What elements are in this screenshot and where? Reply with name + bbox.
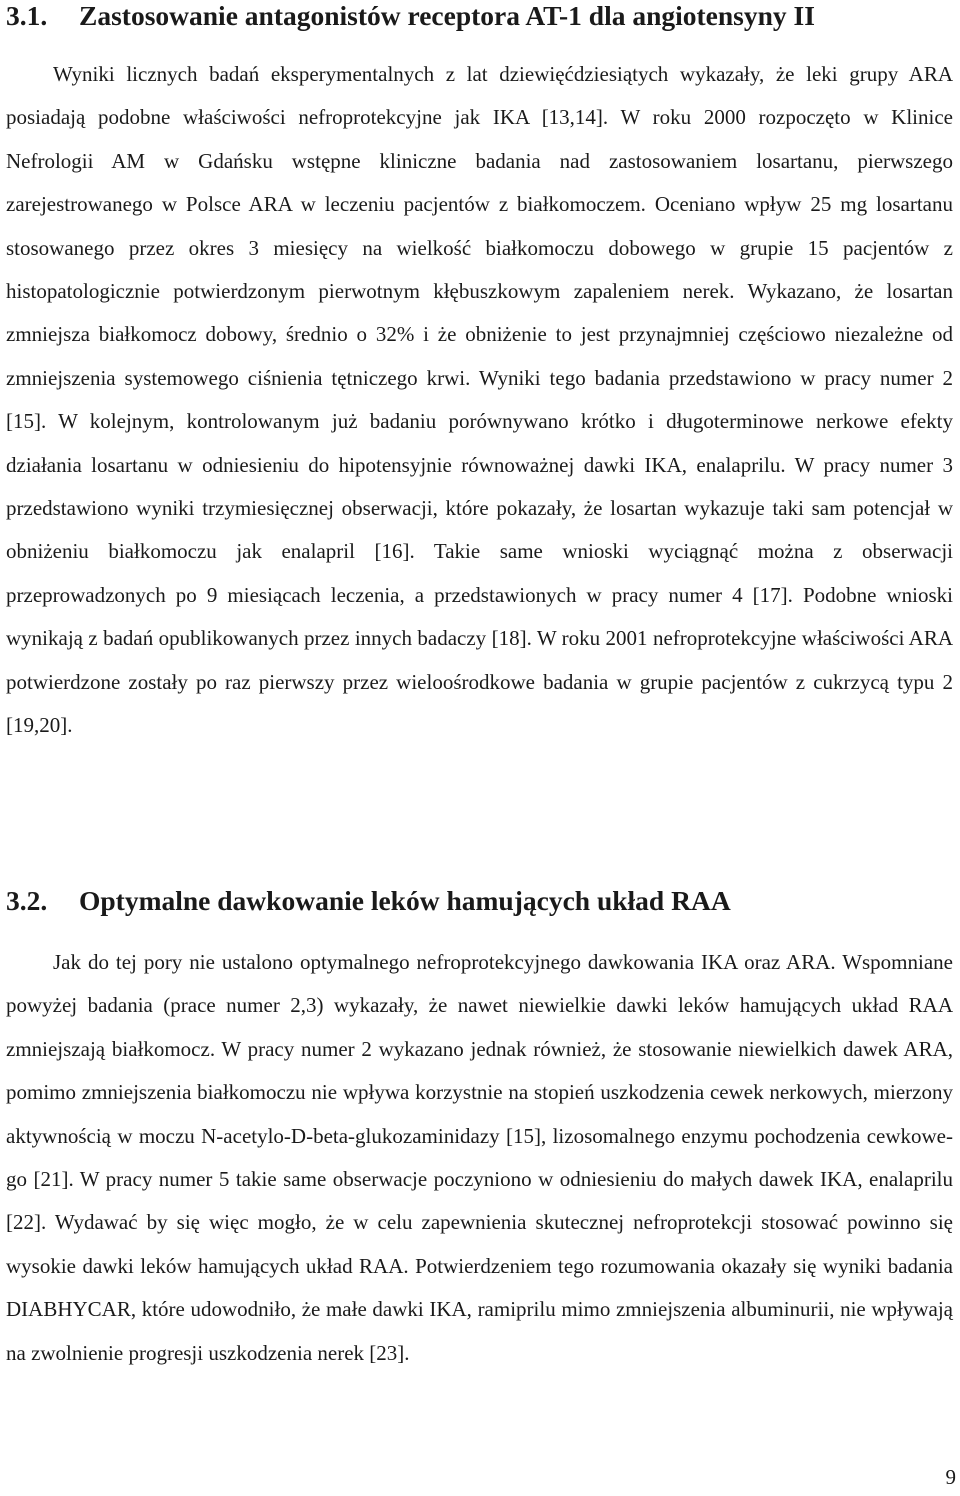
- page-number: 9: [945, 1465, 956, 1489]
- section-title: Optymalne dawkowanie leków hamujących układ RAA: [79, 885, 731, 916]
- section-paragraph-3-1: Wyniki licznych badań eksperymentalnych z lat dziewięćdziesiątych wykazały, że leki grupy ARA posiadają podobne właściwości nefroprotekcyjne jak IKA [13,14]. W roku 2000 rozpoczęto w Klinice Nefrologii AM w Gdańsku wstępne kliniczne badania nad zastosowaniem losartanu, pierwszego zarejestrowanego w Polsce ARA w leczeniu pacjentów z białkomoczem. Oceniano wpływ 25 mg losartanu stosowanego przez okres 3 miesięcy na wielkość białkomoczu dobowego w grupie 15 pacjentów z histopatologicznie potwierdzonym pierwotnym kłębuszkowym zapaleniem nerek. Wykazano, że losartan zmniejsza białkomocz dobowy, średnio o 32% i że obniżenie to jest przynajmniej częściowo niezależne od zmniejszenia systemowego ciśnienia tętniczego krwi. Wyniki tego badania przedstawiono w pracy numer 2 [15]. W kolejnym, kontrolowanym już badaniu porównywano krótko i długoterminowe nerkowe efekty działania losartanu w odniesieniu do hipotensyjnie równoważnej dawki IKA, enalaprilu. W pracy numer 3 przedstawiono wyniki trzymiesięcznej obserwacji, które pokazały, że losartan wykazuje taki sam potencjał w obniżeniu białkomoczu jak enalapril [16]. Takie same wnioski wyciągnąć można z obserwacji przeprowadzonych po 9 miesiącach leczenia, a przedstawionych w pracy numer 4 [17]. Podobne wnioski wynikają z badań opublikowanych przez innych badaczy [18]. W roku 2001 nefroprotekcyjne właściwości ARA potwierdzone zostały po raz pierwszy przez wieloośrodkowe badania w grupie pacjentów z cukrzycą typu 2 [19,20].: [6, 62, 953, 738]
- section-title: Zastosowanie antagonistów receptora AT-1 dla angiotensyny II: [79, 0, 815, 31]
- section-paragraph-3-2: Jak do tej pory nie ustalono optymalnego nefroprotekcyjnego dawkowania IKA oraz ARA. Wspomniane powyżej badania (prace numer 2,3) wykazały, że nawet niewielkie dawki leków hamujących układ RAA zmniejszają białkomocz. W pracy numer 2 wykazano jednak również, że stosowanie niewielkich dawek ARA, pomimo zmniejszenia białkomoczu nie wpływa korzystnie na stopień uszkodzenia cewek nerkowych, mierzony aktywnością w moczu N-acetylo-D-beta-glukozaminidazy [15], lizosomalnego enzymu pochodzenia cewkowego [21]. W pracy numer 5 takie same obserwacje poczyniono w odniesieniu do małych dawek IKA, enalaprilu [22]. Wydawać by się więc mogło, że w celu zapewnienia skutecznej nefroprotekcji stosować powinno się wysokie dawki leków hamujących układ RAA. Potwierdzeniem tego rozumowania okazały się wyniki badania DIABHYCAR, które udowodniło, że małe dawki IKA, ramiprilu mimo zmniejszenia albuminurii, nie wpływają na zwolnienie progresji uszkodzenia nerek [23].: [6, 950, 953, 1365]
- section-heading-3-1: [6, 0, 815, 32]
- section-number: 3.1.: [6, 0, 48, 31]
- section-number: 3.2.: [6, 885, 48, 916]
- section-heading-3-2: [6, 885, 731, 917]
